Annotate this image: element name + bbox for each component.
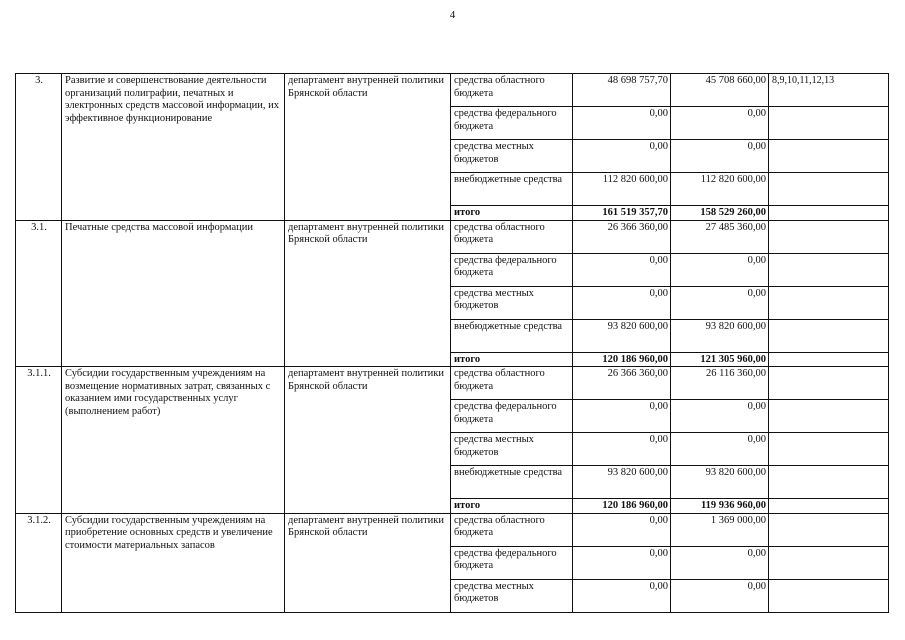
amount-year-1: 48 698 757,70 [573,74,671,107]
amount-year-1: 120 186 960,00 [573,499,671,514]
target-indicators-empty [769,400,889,433]
activity-name: Субсидии государственным учреждениям на возмещение нормативных затрат, связанных с оказанием ими государственных услуг (выполнением работ) [62,367,285,514]
table-row [16,220,889,253]
amount-year-1: 120 186 960,00 [573,352,671,367]
amount-year-2: 158 529 260,00 [671,206,769,221]
amount-year-1: 93 820 600,00 [573,319,671,352]
amount-year-2: 0,00 [671,107,769,140]
target-indicators [769,220,889,253]
target-indicators: 8,9,10,11,12,13 [769,74,889,107]
funding-source: средства областного бюджета [451,367,573,400]
target-indicators-empty [769,433,889,466]
funding-source: внебюджетные средства [451,319,573,352]
amount-year-1: 0,00 [573,433,671,466]
amount-year-2: 45 708 660,00 [671,74,769,107]
amount-year-1: 0,00 [573,513,671,546]
funding-source: внебюджетные средства [451,466,573,499]
funding-source: средства местных бюджетов [451,579,573,612]
funding-source: средства федерального бюджета [451,253,573,286]
amount-year-2: 0,00 [671,546,769,579]
amount-year-1: 93 820 600,00 [573,466,671,499]
funding-source: средства областного бюджета [451,513,573,546]
amount-year-1: 26 366 360,00 [573,220,671,253]
table-row [16,367,889,400]
target-indicators-empty [769,546,889,579]
amount-year-2: 112 820 600,00 [671,173,769,206]
target-indicators-empty [769,107,889,140]
activity-name: Печатные средства массовой информации [62,220,285,367]
row-number: 3.1.2. [16,513,62,612]
amount-year-1: 161 519 357,70 [573,206,671,221]
amount-year-1: 0,00 [573,253,671,286]
funding-source: средства федерального бюджета [451,400,573,433]
funding-source: средства областного бюджета [451,220,573,253]
amount-year-1: 112 820 600,00 [573,173,671,206]
amount-year-1: 0,00 [573,546,671,579]
amount-year-2: 119 936 960,00 [671,499,769,514]
amount-year-2: 0,00 [671,286,769,319]
funding-source: итого [451,499,573,514]
funding-source: итого [451,352,573,367]
executor: департамент внутренней политики Брянской области [285,74,451,221]
funding-source: внебюджетные средства [451,173,573,206]
amount-year-1: 0,00 [573,107,671,140]
funding-source: средства федерального бюджета [451,107,573,140]
amount-year-2: 121 305 960,00 [671,352,769,367]
target-indicators-empty [769,206,889,221]
funding-source: средства областного бюджета [451,74,573,107]
budget-table-body [16,74,889,613]
funding-source: средства местных бюджетов [451,433,573,466]
target-indicators-empty [769,579,889,612]
target-indicators [769,513,889,546]
activity-name: Субсидии государственным учреждениям на приобретение основных средств и увеличение стоимости материальных запасов [62,513,285,612]
amount-year-1: 0,00 [573,140,671,173]
amount-year-2: 26 116 360,00 [671,367,769,400]
funding-source: итого [451,206,573,221]
amount-year-2: 0,00 [671,140,769,173]
funding-source: средства федерального бюджета [451,546,573,579]
activity-name: Развитие и совершенствование деятельности организаций полиграфии, печатных и электронных средств массовой информации, их эффективное функционирование [62,74,285,221]
funding-source: средства местных бюджетов [451,140,573,173]
amount-year-2: 0,00 [671,433,769,466]
target-indicators-empty [769,499,889,514]
target-indicators-empty [769,352,889,367]
amount-year-1: 0,00 [573,579,671,612]
page-number: 4 [449,9,456,21]
target-indicators-empty [769,466,889,499]
executor: департамент внутренней политики Брянской области [285,367,451,514]
row-number: 3.1.1. [16,367,62,514]
target-indicators-empty [769,286,889,319]
amount-year-2: 0,00 [671,579,769,612]
executor: департамент внутренней политики Брянской области [285,220,451,367]
target-indicators-empty [769,319,889,352]
amount-year-1: 26 366 360,00 [573,367,671,400]
amount-year-2: 93 820 600,00 [671,319,769,352]
amount-year-2: 0,00 [671,253,769,286]
amount-year-2: 1 369 000,00 [671,513,769,546]
table-row [16,74,889,107]
executor: департамент внутренней политики Брянской области [285,513,451,612]
target-indicators-empty [769,140,889,173]
table-row [16,513,889,546]
amount-year-2: 93 820 600,00 [671,466,769,499]
amount-year-1: 0,00 [573,400,671,433]
amount-year-2: 0,00 [671,400,769,433]
target-indicators-empty [769,173,889,206]
budget-table [15,73,889,613]
funding-source: средства местных бюджетов [451,286,573,319]
target-indicators [769,367,889,400]
amount-year-1: 0,00 [573,286,671,319]
target-indicators-empty [769,253,889,286]
row-number: 3.1. [16,220,62,367]
row-number: 3. [16,74,62,221]
amount-year-2: 27 485 360,00 [671,220,769,253]
